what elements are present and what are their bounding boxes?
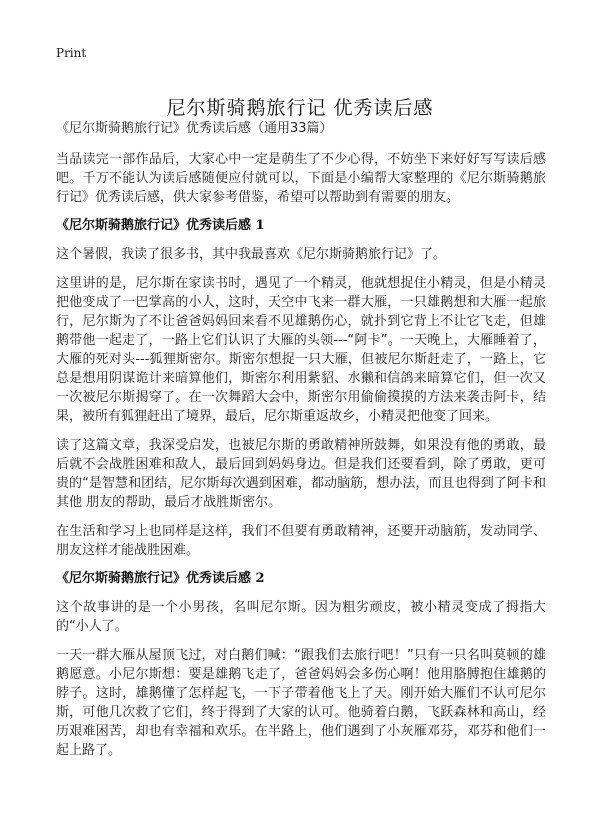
section-heading-1: 《尼尔斯骑鹅旅行记》优秀读后感 1 xyxy=(56,218,265,233)
section-1-paragraph: 读了这篇文章，我深受启发，也被尼尔斯的勇敢精神所鼓舞，如果没有他的勇敢，最后就不会战胜困难和敌人，最后回到妈妈身边。但是我们还要看到，除了勇敢，更可贵的“是智慧和团结，尼尔斯每次遇到困难，都动脑筋，想办法，而且也得到了阿卡和其他 朋友的帮助，最后才战胜斯密尔。 xyxy=(56,438,546,510)
section-1-paragraph: 这个暑假，我读了很多书，其中我最喜欢《尼尔斯骑鹅旅行记》了。 xyxy=(56,247,447,262)
section-heading-2: 《尼尔斯骑鹅旅行记》优秀读后感 2 xyxy=(56,571,265,586)
section-1-paragraph: 这里讲的是，尼尔斯在家读书时，遇见了一个精灵，他就想捉住小精灵，但是小精灵把他变成了一巴掌高的小人，这时，天空中飞来一群大雁，一只雄鹅想和大雁一起旅行，尼尔斯为了不让爸爸妈妈回来看不见雄鹅伤心，就扑到它背上不让它飞走，但雄鹅带他一起走了，一路上它们认识了大雁的头领---“阿卡”。一天晚上，大雁睡着了，大雁的死对头---狐狸斯密尔。斯密尔想捉一只大雁，但被尼尔斯赶走了，一路上，它总是想用阴谋诡计来暗算他们，斯密尔利用紫貂、水獭和信鸽来暗算它们，但一次又一次被尼尔斯揭穿了。在一次舞蹈大会中，斯密尔用偷偷摸摸的方法来袭击阿卡，结果，被所有狐狸赶出了境界，最后，尼尔斯重返故乡，小精灵把他变了回来。 xyxy=(56,276,546,424)
intro-paragraph: 当品读完一部作品后，大家心中一定是萌生了不少心得，不妨坐下来好好写写读后感吧。千万不能认为读后感随便应付就可以，下面是小编帮大家整理的《尼尔斯骑鹅旅行记》优秀读后感，供大家参考借鉴，希望可以帮助到有需要的朋友。 xyxy=(56,152,546,205)
print-link[interactable]: Print xyxy=(56,46,87,60)
page-title: 尼尔斯骑鹅旅行记 优秀读后感 xyxy=(166,96,434,119)
section-2-paragraph: 一天一群大雁从屋顶飞过，对白鹅们喊：“跟我们去旅行吧！”只有一只名叫莫顿的雄鹅愿意。小尼尔斯想：要是雄鹅飞走了，爸爸妈妈会多伤心啊！他用胳膊抱住雄鹅的脖子。这时，雄鹅懂了怎样起飞，一下子带着他飞上了天。刚开始大雁们不认可尼尔斯，可他几次救了它们，终于得到了大家的认可。他骑着白鹅，飞跃森林和高山，经历艰难困苦，却也有幸福和欢乐。在半路上，他们遇到了小灰雁邓芬，邓芬和他们一起上路了。 xyxy=(56,648,546,758)
section-1-paragraph: 在生活和学习上也同样是这样，我们不但要有勇敢精神，还要开动脑筋，发动同学、朋友这样才能战胜困难。 xyxy=(56,524,546,558)
page-subtitle: 《尼尔斯骑鹅旅行记》优秀读后感（通用33篇） xyxy=(56,121,333,136)
article-body xyxy=(56,120,546,770)
section-2-paragraph: 这个故事讲的是一个小男孩，名叫尼尔斯。因为粗劣顽皮，被小精灵变成了拇指大的“小人了。 xyxy=(56,600,546,634)
